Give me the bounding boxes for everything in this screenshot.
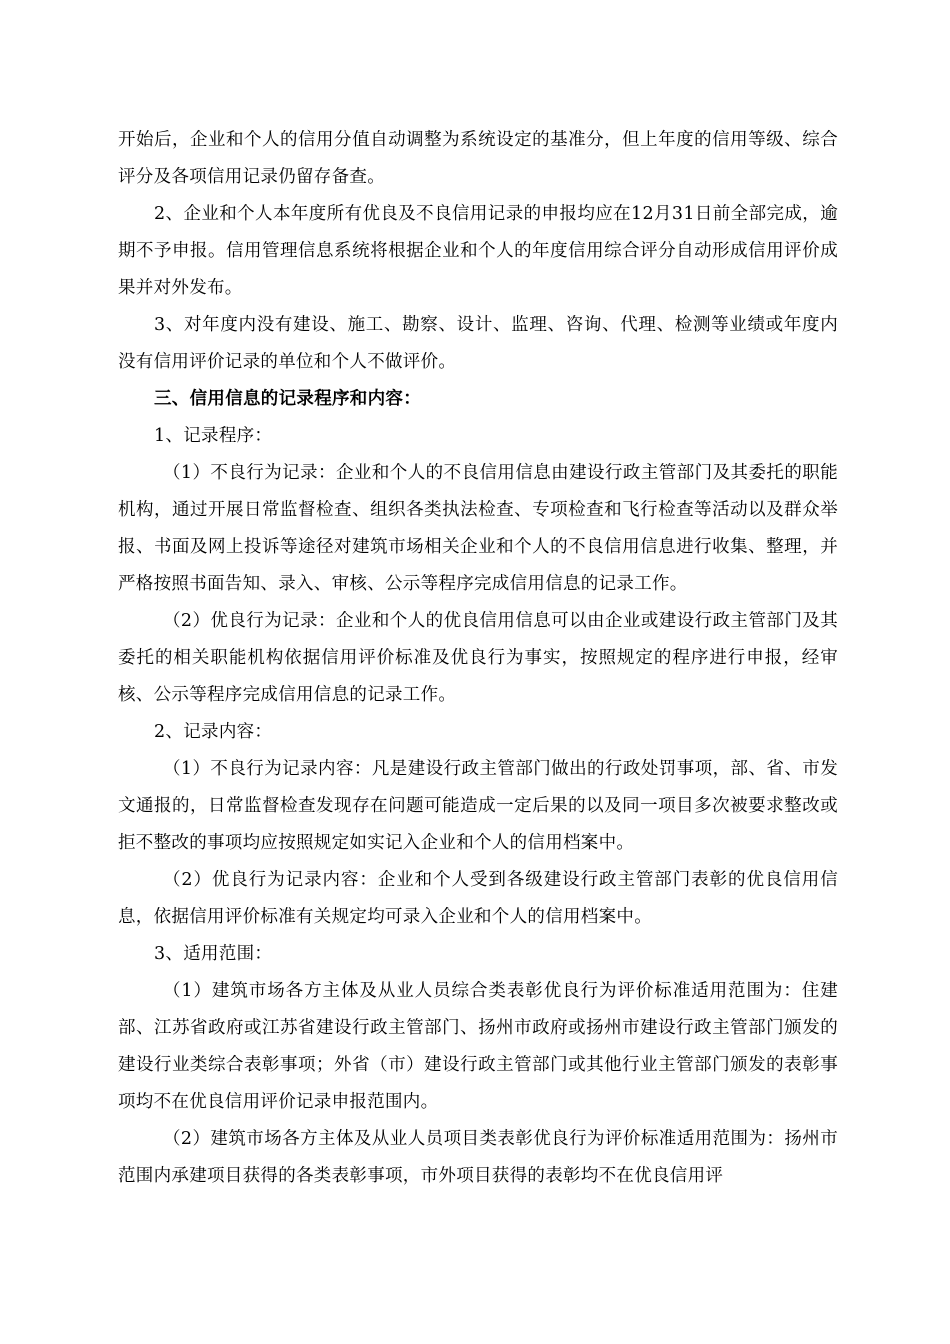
paragraph-good-behavior-record: （2）优良行为记录：企业和个人的优良信用信息可以由企业或建设行政主管部门及其委托的相关职能机构依据信用评价标准及优良行为事实，按照规定的程序进行申报，经审核、公示等程序完成信用信息的记录工作。 [118, 611, 838, 705]
paragraph-good-behavior-content: （2）优良行为记录内容：企业和个人受到各级建设行政主管部门表彰的优良信用信息，依据信用评价标准有关规定均可录入企业和个人的信用档案中。 [118, 870, 838, 927]
subheading-record-content: 2、记录内容： [154, 722, 273, 742]
subheading-record-procedure: 1、记录程序： [154, 426, 273, 446]
paragraph-continuation: 开始后，企业和个人的信用分值自动调整为系统设定的基准分，但上年度的信用等级、综合评分及各项信用记录仍留存备查。 [118, 130, 838, 187]
section-heading-3: 三、信用信息的记录程序和内容： [154, 389, 421, 409]
paragraph-scope-project: （2）建筑市场各方主体及从业人员项目类表彰优良行为评价标准适用范围为：扬州市范围内承建项目获得的各类表彰事项，市外项目获得的表彰均不在优良信用评 [118, 1129, 838, 1186]
paragraph-bad-behavior-content: （1）不良行为记录内容：凡是建设行政主管部门做出的行政处罚事项，部、省、市发文通报的，日常监督检查发现存在问题可能造成一定后果的以及同一项目多次被要求整改或拒不整改的事项均应按照规定如实记入企业和个人的信用档案中。 [118, 759, 838, 853]
paragraph-item-2: 2、企业和个人本年度所有优良及不良信用记录的申报均应在12月31日前全部完成，逾期不予申报。信用管理信息系统将根据企业和个人的年度信用综合评分自动形成信用评价成果并对外发布。 [118, 204, 838, 298]
subheading-scope: 3、适用范围： [154, 944, 273, 964]
paragraph-bad-behavior-record: （1）不良行为记录：企业和个人的不良信用信息由建设行政主管部门及其委托的职能机构，通过开展日常监督检查、组织各类执法检查、专项检查和飞行检查等活动以及群众举报、书面及网上投诉等途径对建筑市场相关企业和个人的不良信用信息进行收集、整理，并严格按照书面告知、录入、审核、公示等程序完成信用信息的记录工作。 [118, 463, 838, 594]
paragraph-item-3: 3、对年度内没有建设、施工、勘察、设计、监理、咨询、代理、检测等业绩或年度内没有信用评价记录的单位和个人不做评价。 [118, 315, 838, 372]
paragraph-scope-comprehensive: （1）建筑市场各方主体及从业人员综合类表彰优良行为评价标准适用范围为：住建部、江苏省政府或江苏省建设行政主管部门、扬州市政府或扬州市建设行政主管部门颁发的建设行业类综合表彰事项；外省（市）建设行政主管部门或其他行业主管部门颁发的表彰事项均不在优良信用评价记录申报范围内。 [118, 981, 838, 1112]
document-page [118, 122, 838, 1195]
